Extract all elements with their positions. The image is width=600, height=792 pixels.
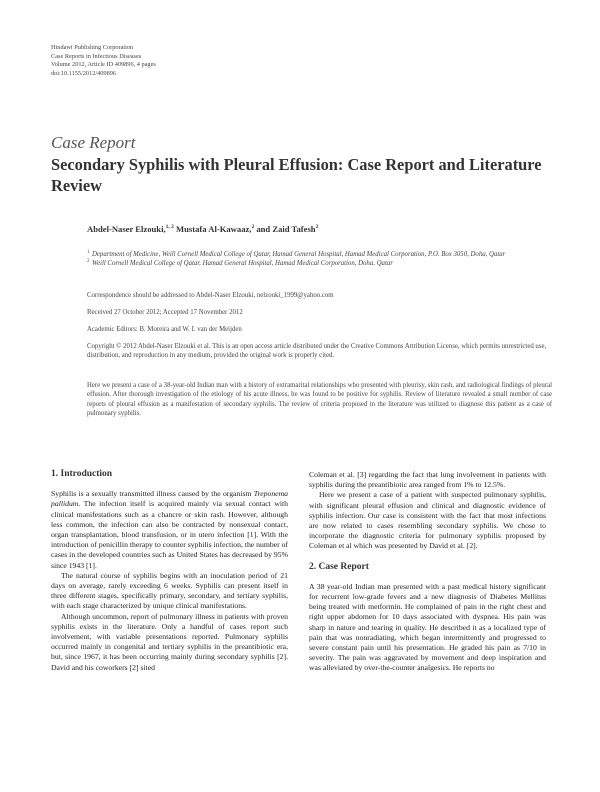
left-column [51,469,288,673]
right-column [309,470,546,674]
paragraph: A 38 year-old Indian man presented with a past medical history significant for recurrent low-grade fevers and a new diagnosis of Diabetes Mellitus being treated with metformin. He complained of pain in the right chest and right upper abdomen for 10 days associated with dyspnea. His pain was sharp in nature and tearing in quality. He described it as a localized type of pain that was nonradiating, which began intermittently and progressed to severe constant pain until his presentation. He graded his pain as 7/10 in severity. The pain was aggravated by movement and deep inspiration and was alleviated by over-the-counter analgesics. He reports no [309,581,546,673]
author-affil-mark: 1, 2 [165,224,174,231]
correspondence: Correspondence should be addressed to Abdel-Naser Elzouki, nelzouki_1999@yahoo.com [87,292,334,299]
paragraph: Here we present a case of a patient with suspected pulmonary syphilis, with significant pleural effusion and clinical and diagnostic evidence of syphilis infection. Our case is consistent with the fact that most infections are now related to cases resembling secondary syphilis. We chose to incorporate the diagnostic criteria for pulmonary syphilis proposed by Coleman et al which was presented by David et al. [2]. [309,490,546,551]
volume-info: Volume 2012, Article ID 409896, 4 pages [51,61,156,69]
journal-masthead [51,44,156,78]
section-heading: 1. Introduction [51,469,113,479]
journal-name: Case Reports in Infectious Diseases [51,52,142,60]
author-name: and Zaid Tafesh [254,224,316,234]
author-affil-mark: 2 [315,224,319,231]
paragraph: Coleman et al. [3] regarding the fact that lung involvement in patients with syphilis during the preantibiotic area ranged from 1% to 12.5%. [309,470,546,490]
abstract: Here we present a case of a 38-year-old Indian man with a history of extramarital relationships who presented with pleurisy, skin rash, and radiological findings of pleural effusion. After thorough investigation of the etiology of his acute illness, he was found to be positive for syphilis. Review of literature revealed a small number of case reports of pleural effusion as a manifestation of secondary syphilis. The review of criteria proposed in the literature was utilized to diagnose this patient as a case of pulmonary syphilis. [87,382,552,418]
received-dates: Received 27 October 2012; Accepted 17 November 2012 [87,309,243,316]
affiliation-mark: 2 [87,259,90,265]
affiliation-text: Weill Cornell Medical College of Qatar, Hamad General Hospital, Hamad Medical Corporation, Doha, Qatar [92,260,393,268]
paragraph [51,489,288,571]
academic-editors: Academic Editors: B. Moreira and W. I. van der Meijden [87,326,242,333]
author-affil-mark: 2 [251,224,255,231]
doi[interactable]: doi:10.1155/2012/409896 [51,69,117,77]
text-run: Syphilis is a sexually transmitted illness caused by the organism [51,489,254,499]
text-run-italic: Treponema pallidum [51,489,288,509]
paragraph: Although uncommon, report of pulmonary illness in patients with proven syphilis exists in the literature. Only a handful of cases report such involvement, with variable presentations reported. Pulmonary syphilis occurred mainly in congenital and tertiary syphilis in the preantibiotic era, but, since 1967, it has been occurring mainly during secondary syphilis [2]. David and his coworkers [2] sited [51,611,288,672]
affiliations [87,250,557,269]
affiliation [87,250,557,259]
article-title: Secondary Syphilis with Pleural Effusion: Case Report and Literature Review [51,155,542,195]
author-name: Abdel-Naser Elzouki, [87,224,166,234]
text-run: . The infection itself is acquired mainly via sexual contact with clinical manifestations such as a chancre or skin rash. However, although less common, the infection can also be contracted by nonsexual contact, organ transplantation, blood transfusion, or in utero infection [1]. With the introduction of penicillin therapy to counter syphilis infection, the number of cases in the developed countries such as United States has decreased by 95% since 1943 [1]. [51,499,288,570]
copyright-notice: Copyright © 2012 Abdel-Naser Elzouki et al. This is an open access article distributed under the Creative Commons Attribution License, which permits unrestricted use, distribution, and reproduction in any medium, provided the original work is properly cited. [87,343,547,360]
author-list [87,224,318,234]
affiliation [87,259,557,268]
article-type: Case Report [51,133,136,152]
paragraph: The natural course of syphilis begins with an inoculation period of 21 days on average, rarely exceeding 6 weeks. Syphilis can present itself in three different stages, specifically primary, secondary, and tertiary syphilis, with each stage characterized by unique clinical manifestations. [51,570,288,611]
section-heading: 2. Case Report [309,561,369,572]
affiliation-mark: 1 [87,250,90,255]
publisher: Hindawi Publishing Corporation [51,44,134,51]
affiliation-text: Department of Medicine, Weill Cornell Medical College of Qatar, Hamad General Hospital, Hamad Medical Corporation, P.O. Box 3050, Doha, Qatar [92,251,506,258]
author-name: Mustafa Al-Kawaaz, [173,224,252,234]
